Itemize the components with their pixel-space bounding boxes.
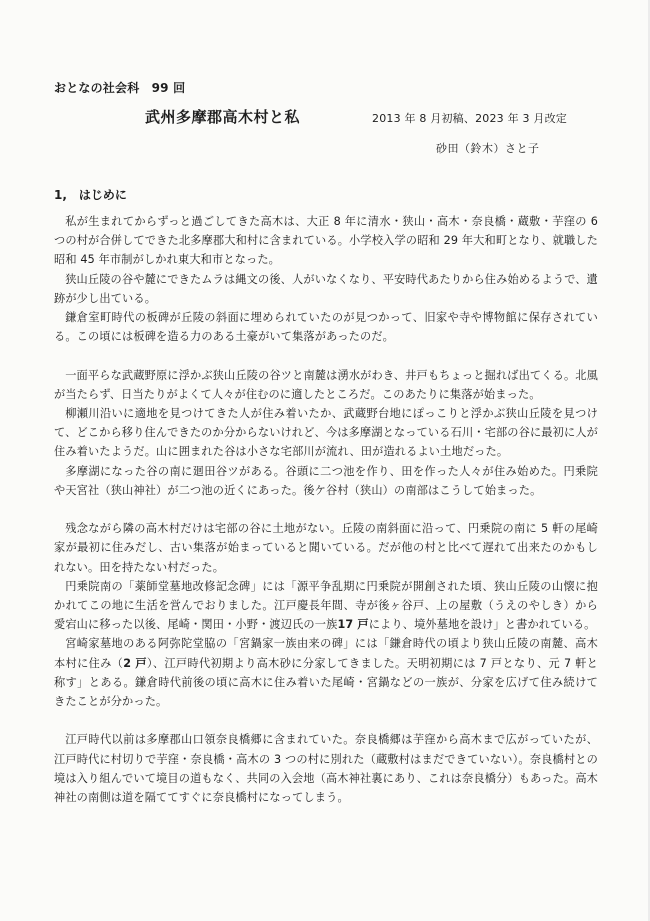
paragraph: 私が生まれてからずっと過ごしてきた高木は、大正 8 年に清水・狭山・高木・奈良橋・蔵敷・芋窪の 6 つの村が合併してできた北多摩郡大和村に含まれている。小学校入学の昭和 29 年大和町となり、就職した昭和 45 年市制がしかれ東大和市となった。 xyxy=(54,215,598,267)
series-label: おとなの社会科 99 回 xyxy=(54,81,186,95)
paragraph-composite xyxy=(54,577,598,635)
emphasis-text: 2 戸 xyxy=(123,656,147,670)
section-heading: 1, はじめに xyxy=(54,188,127,202)
paragraph-composite xyxy=(54,634,598,711)
paragraph: 残念ながら隣の高木村だけは宅部の谷に土地がない。丘陵の南斜面に沿って、円乗院の南に 5 軒の尾崎家が最初に住みだし、古い集落が始まっていると聞いている。だが他の村と比べて遅れて出来たのかもしれない。田を持たない村だった。 xyxy=(54,522,598,574)
paragraph: 狭山丘陵の谷や麓にできたムラは縄文の後、人がいなくなり、平安時代あたりから住み始めるようで、遺跡が少し出ている。 xyxy=(54,272,598,305)
text-run: ）、江戸時代初期より高木砂に分家してきました。天明初期には 7 戸となり、元 7 軒と称す」とある。鎌倉時代前後の頃に高木に住み着いた尾崎・宮鍋などの一族が、分家を広げて住み続けてきたことが分かった。 xyxy=(54,656,598,709)
body-text xyxy=(54,212,598,807)
text-run: 円乗院南の「薬師堂墓地改修記念碑」には「源平争乱期に円乗院が開創された頃、狭山丘陵の山懐に抱かれてこの地に生活を営んでおりました。江戸慶長年間、寺が後ヶ谷戸、上の屋敷（うえのやしき）から愛宕山に移った以後、尾崎・関田・小野・渡辺氏の一族 xyxy=(54,579,598,632)
emphasis-text: 17 戸 xyxy=(337,618,369,632)
text-run: 宮崎家墓地のある阿弥陀堂脇の「宮鍋家一族由来の碑」には「鎌倉時代の頃より狭山丘陵の南麓、高木本村に住み（ xyxy=(54,637,598,670)
text-run: により、境外墓地を設け」と書かれている。 xyxy=(368,618,596,632)
paragraph: 鎌倉室町時代の板碑が丘陵の斜面に埋められていたのが見つかって、旧家や寺や博物館に保存されている。この頃には板碑を造る力のある土豪がいて集落があったのだ。 xyxy=(54,311,598,344)
paragraph: 一面平らな武蔵野原に浮かぶ狭山丘陵の谷ツと南麓は湧水がわき、井戸もちょっと掘れば出てくる。北風が当たらず、日当たりがよくて人々が住むのに適したところだ。このあたりに集落が始まった。 xyxy=(54,368,598,401)
paragraph: 江戸時代以前は多摩郡山口領奈良橋郷に含まれていた。奈良橋郷は芋窪から高木まで広がっていたが、江戸時代に村切りで芋窪・奈良橋・高木の 3 つの村に別れた（蔵敷村はまだできていない）。奈良橋村との境は入り組んでいて境目の道もなく、共同の入会地（高木神社裏にあり、これは奈良橋分）もあった。高木神社の南側は道を隔ててすぐに奈良橋村になってしまう。 xyxy=(54,733,598,805)
paragraph: 多摩湖になった谷の南に廻田谷ツがある。谷頭に二つ池を作り、田を作った人々が住み始めた。円乗院や天宮社（狭山神社）が二つ池の近くにあった。後ケ谷村（狭山）の南部はこうして始まった。 xyxy=(54,464,598,497)
revision-date: 2013 年 8 月初稿、2023 年 3 月改定 xyxy=(372,112,567,125)
paragraph-spacer xyxy=(54,346,598,365)
author-name: 砂田（鈴木）さと子 xyxy=(436,142,540,155)
paragraph-spacer xyxy=(54,500,598,519)
document-title: 武州多摩郡高木村と私 xyxy=(145,108,301,126)
paragraph: 柳瀬川沿いに適地を見つけてきた人が住み着いたか、武蔵野台地にぽっこりと浮かぶ狭山丘陵を見つけて、どこから移り住んできたのか分からないけれど、今は多摩湖となっている石川・宅部の谷に最初に人が住み着いたようだ。山に囲まれた谷は小さな宅部川が流れ、田が造れるよい土地だった。 xyxy=(54,407,598,459)
paragraph-spacer xyxy=(54,711,598,730)
